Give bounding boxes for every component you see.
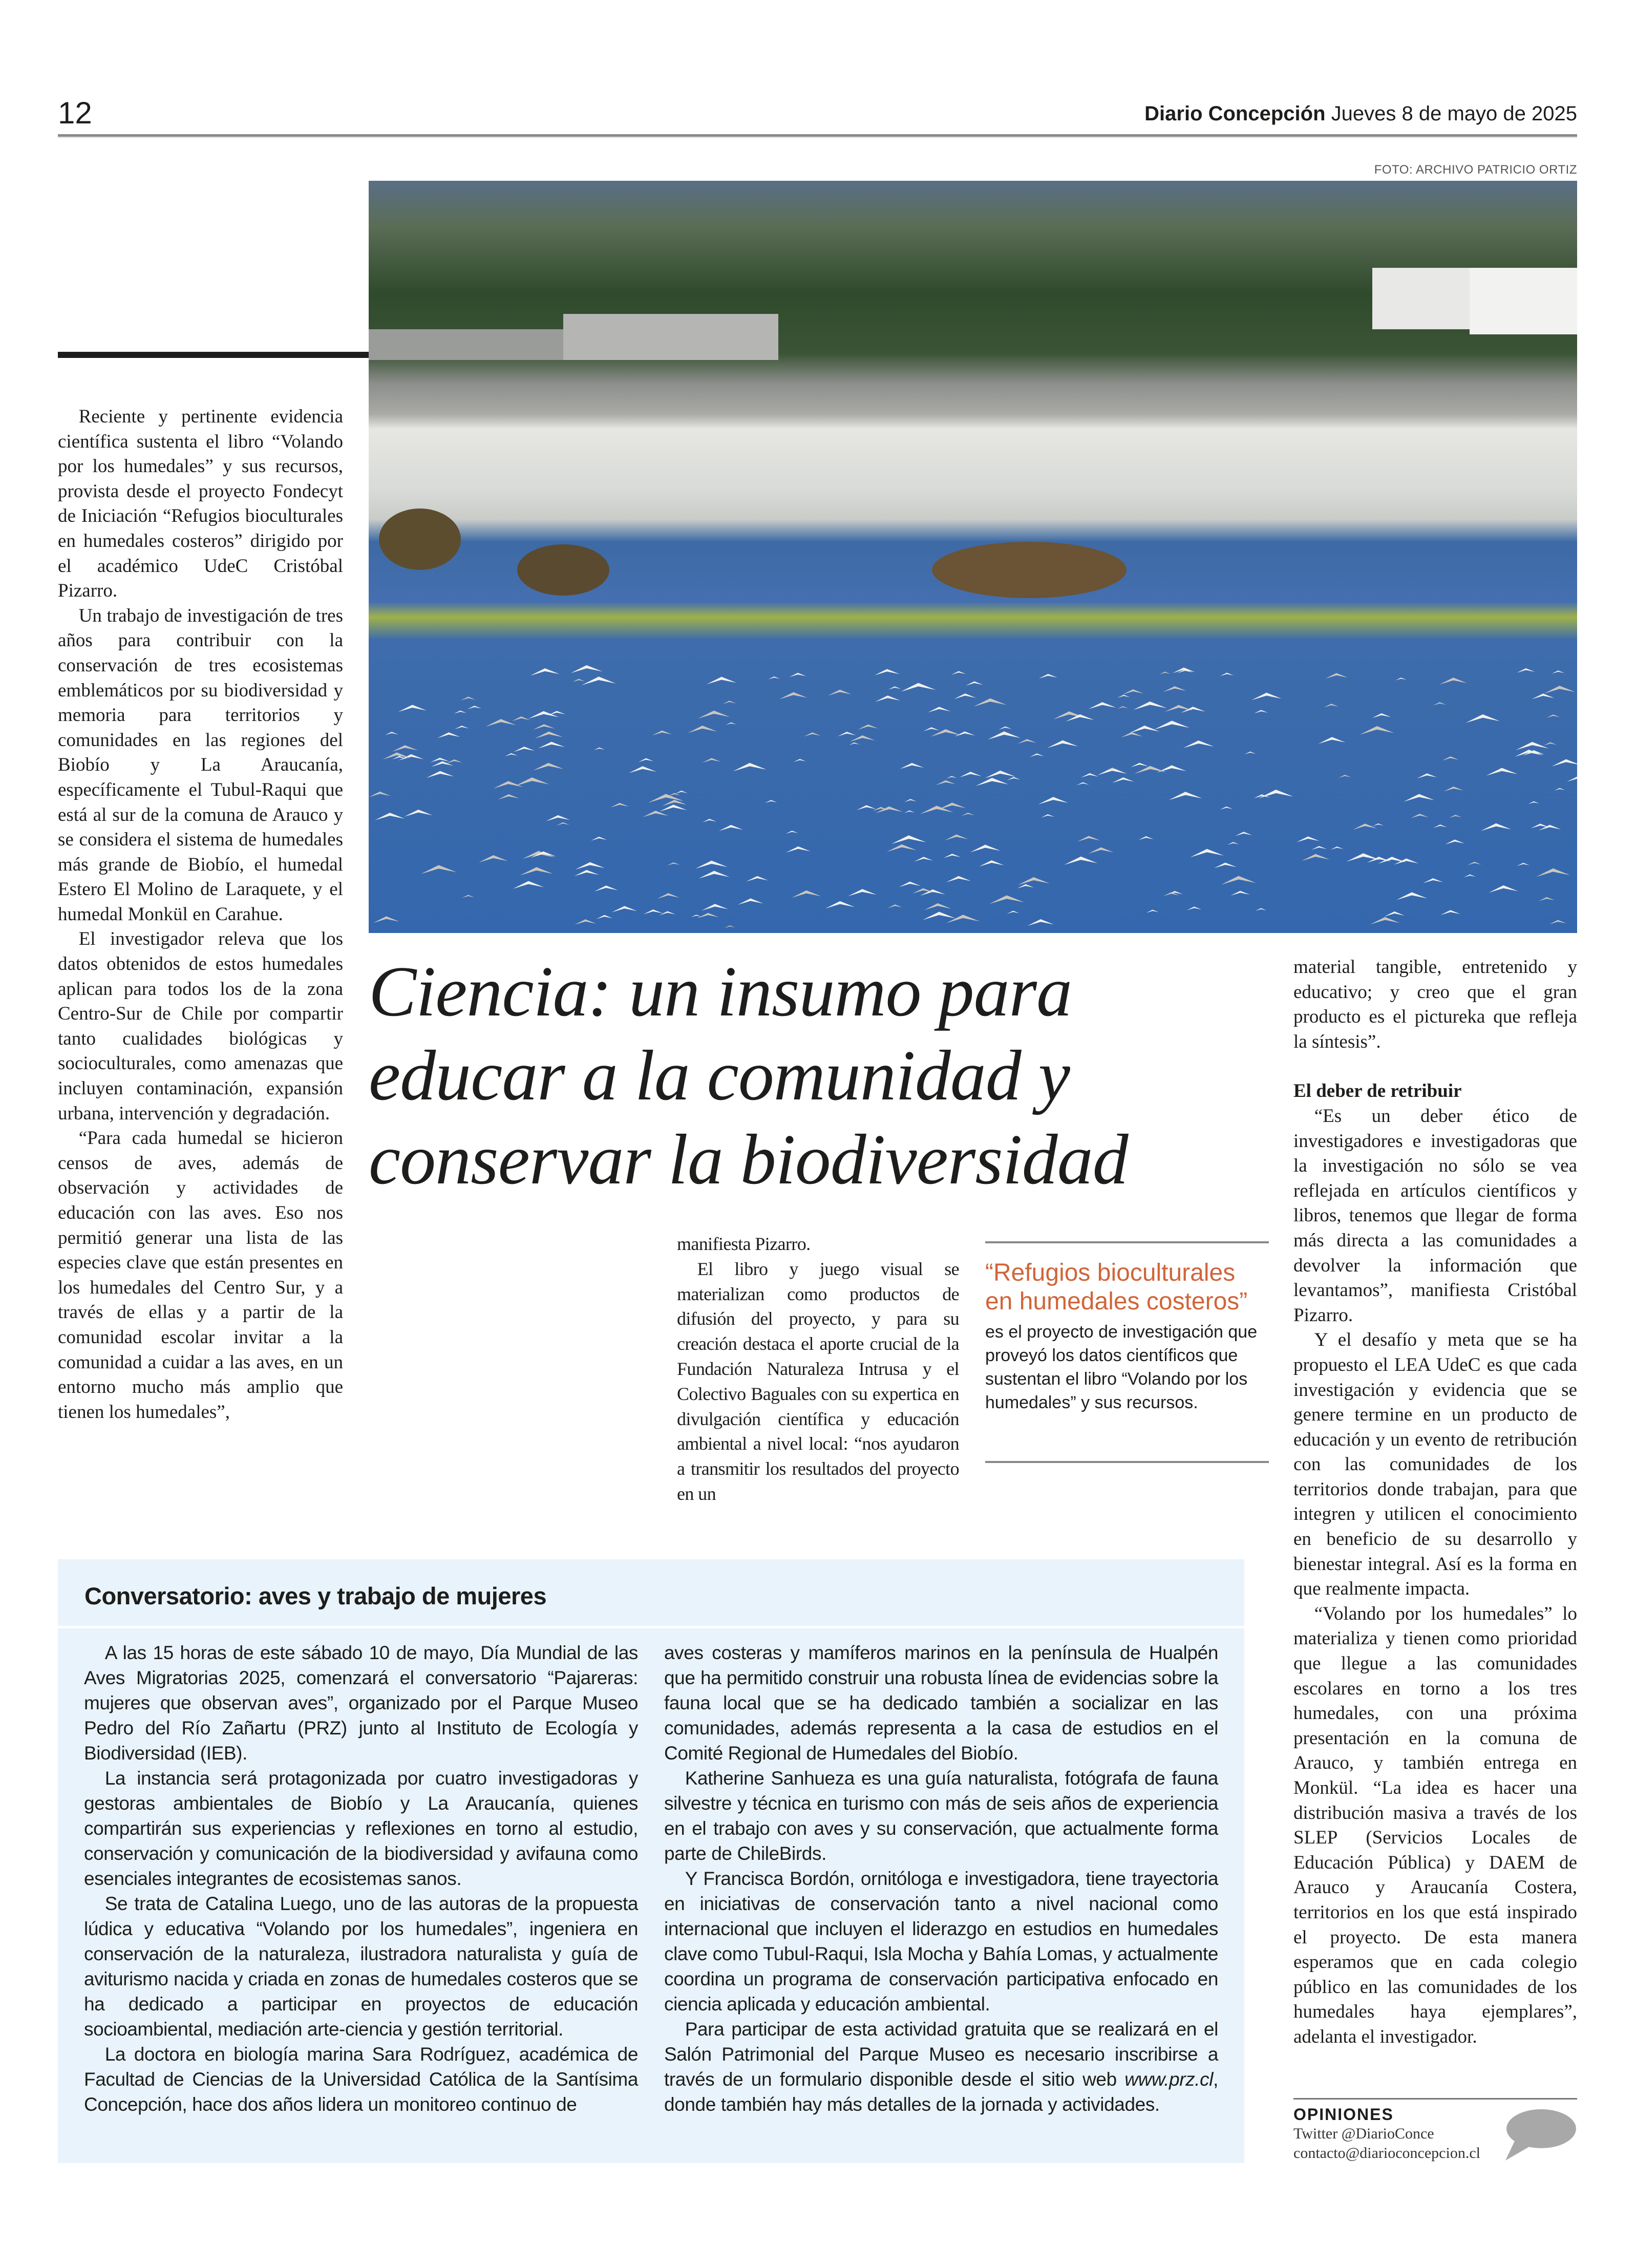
bird (979, 860, 1004, 866)
bird (1331, 846, 1344, 850)
headline: Ciencia: un insumo para educar a la comunidad y conservar la biodiversidad (369, 952, 1128, 1199)
bird (726, 723, 736, 725)
bird (1130, 726, 1160, 733)
bird (398, 705, 427, 712)
bird (923, 912, 955, 920)
bird (891, 835, 926, 844)
bird (985, 771, 1015, 778)
bird (698, 711, 730, 719)
bird (1552, 670, 1564, 673)
bird (786, 846, 811, 853)
bird (571, 665, 603, 673)
grass-island (379, 508, 461, 570)
bird (596, 915, 612, 919)
bird (1517, 863, 1529, 866)
bird (1186, 906, 1201, 910)
box-header (58, 1559, 1244, 1628)
subheading: El deber de retribuir (1293, 1080, 1462, 1102)
bird (875, 807, 903, 813)
grass-island (932, 542, 1127, 598)
bird (723, 701, 736, 704)
bird (1384, 912, 1405, 917)
bird (746, 876, 768, 882)
bird (825, 901, 855, 908)
bird (1442, 756, 1458, 760)
bird (1353, 823, 1377, 830)
bird (888, 686, 901, 689)
paragraph (664, 2017, 1218, 2117)
bird (538, 741, 565, 748)
bird (1404, 794, 1434, 802)
bird (904, 799, 917, 802)
bird (392, 745, 418, 752)
bird (857, 805, 876, 810)
bird (946, 876, 971, 882)
bird (546, 815, 570, 821)
bird (944, 854, 961, 858)
bird (970, 845, 1000, 853)
section-bar (58, 352, 369, 358)
bird (1112, 777, 1134, 783)
paragraph: “Volando por los humedales” lo materializa y tienen como prioridad que llegue a las comunidades escolares en torno a los tres humedales, con una próxima presentación en la comuna de Arauco, y también entrega en Monkül. “La idea es hacer una distribución masiva a través de los SLEP (Servicios Locales de Educación Pública) y DAEM de Arauco y Araucanía Costera, territorios en los que está inspirado el proyecto. De esta manera esperamos que en cada colegio público en las comunidades de los humedales haya ejemplares”, adelanta el investigador. (1293, 1603, 1577, 2047)
paragraph: Y el desafío y meta que se ha propuesto el LEA UdeC es que cada investigación y evidencia que se genere termine en un producto de educación y un evento de retribución con las comunidades de los territorios donde trabajan, para que integren y utilicen el conocimiento en beneficio de su desarrollo y bienestar integral. Así es la forma en que realmente impacta. (1293, 1329, 1577, 1600)
bird (533, 724, 555, 730)
factory-building (563, 314, 778, 360)
bird (1159, 672, 1170, 674)
bird (920, 806, 953, 814)
text: , donde también hay más detalles de la jornada y actividades. (664, 2069, 1218, 2115)
bird (1220, 807, 1233, 810)
bird (657, 893, 679, 899)
bird (591, 837, 607, 841)
bird (1554, 788, 1565, 791)
bird (946, 915, 980, 923)
pull-quote-title: “Refugios bioculturales en humedales costeros” (985, 1259, 1248, 1315)
bird (1154, 720, 1189, 729)
bird (1039, 674, 1057, 679)
bird (1163, 686, 1186, 692)
bird (1030, 753, 1044, 757)
bird (610, 803, 629, 808)
bird (383, 752, 411, 759)
bird (1346, 853, 1380, 861)
bird (454, 711, 466, 714)
bird (1133, 702, 1166, 710)
bird (858, 725, 879, 730)
bird (505, 753, 518, 756)
bird (594, 885, 618, 892)
bird (1157, 765, 1186, 772)
bird (1230, 891, 1250, 896)
bird (961, 813, 974, 816)
bird (946, 776, 957, 778)
bird (1190, 849, 1224, 857)
bird (1064, 857, 1097, 865)
bird (954, 693, 976, 699)
bird (923, 727, 939, 731)
bird (1297, 836, 1320, 842)
bird (899, 882, 921, 887)
bird (1481, 823, 1512, 831)
bird (1370, 917, 1400, 925)
bird (514, 747, 535, 752)
bird (1360, 726, 1394, 735)
bird (1134, 766, 1166, 774)
bird (1539, 897, 1555, 901)
bird (1081, 773, 1098, 778)
bird (904, 811, 915, 813)
speech-bubble-icon (1500, 2107, 1577, 2164)
bird (1017, 739, 1036, 744)
paragraph: Un trabajo de investigación de tres años para contribuir con la conservación de tres ecosistemas emblemáticos por su biodiversidad y memoria para territorios y comunidades en las regiones del Biobío y La Araucanía, específicamente el Tubul-Raqui que está al sur de la comuna de Arauco y se considera el sistema de humedales más grande de Biobío, el humedal Estero El Molino de Laraquete, y el humedal Monkül en Carahue. (58, 605, 343, 925)
website-link[interactable]: www.prz.cl (1124, 2069, 1214, 2090)
photo-credit: FOTO: ARCHIVO PATRICIO ORTIZ (1374, 163, 1577, 177)
bird (455, 726, 469, 729)
bird (1007, 777, 1020, 780)
bird (512, 716, 530, 721)
text: Para participar de esta actividad gratuita que se realizará en el Salón Patrimonial del Parque Museo es necesario inscribirse a través de un formulario disponible desde el sitio web (664, 2019, 1218, 2090)
bird (951, 671, 966, 675)
article-column-right (1293, 955, 1577, 2050)
bird (1552, 759, 1577, 767)
bird (582, 676, 616, 685)
bird (900, 763, 924, 769)
bird (533, 763, 564, 771)
bird (1536, 868, 1570, 877)
bird (1528, 801, 1539, 804)
bird (1423, 878, 1443, 883)
bird (1516, 742, 1548, 750)
bird (498, 794, 519, 799)
bird (1256, 908, 1267, 910)
header-rule (58, 134, 1577, 138)
bird (1168, 792, 1202, 800)
bird (960, 772, 982, 777)
bird (1325, 673, 1348, 679)
bird (535, 732, 563, 739)
bird (1445, 840, 1464, 844)
grass-island (517, 544, 609, 596)
bird (513, 881, 544, 888)
masthead (1144, 102, 1577, 125)
bird (574, 870, 599, 876)
bird (1546, 714, 1560, 718)
bird (1517, 668, 1535, 673)
bird (660, 804, 687, 811)
bird (643, 811, 669, 817)
bird (1235, 832, 1252, 836)
bird (1220, 673, 1234, 676)
bird (888, 904, 902, 908)
bird (1131, 763, 1149, 768)
bird (989, 895, 1024, 904)
bird (1138, 836, 1154, 840)
bird (988, 731, 1021, 739)
bird (572, 679, 585, 682)
bird (1373, 823, 1384, 826)
bird (1117, 695, 1130, 698)
paragraph: Se trata de Catalina Luego, uno de las autoras de la propuesta lúdica y educativa “Volando por los humedales”, ingeniera en conservación de la naturaleza, ilustradora naturalista y guía de aviturismo nacida y criada en zonas de humedales costeros que se ha dedicado a participar en proyectos de educación socioambiental, mediación arte-ciencia y gestión territorial. (84, 1893, 638, 2040)
bird (1532, 693, 1554, 699)
bird (1121, 732, 1142, 738)
paragraph: A las 15 horas de este sábado 10 de mayo, Día Mundial de las Aves Migratorias 2025, comenzará el conversatorio “Pajareras: mujeres que observan aves”, organizado por el Parque Museo Pedro del Río Zañartu (PRZ) junto al Instituto de Ecología y Biodiversidad (IEB). (84, 1642, 638, 1764)
bird (1411, 814, 1429, 818)
bird (575, 919, 596, 925)
bird (849, 735, 875, 741)
bird (369, 792, 391, 797)
bird (790, 673, 806, 677)
twitter-handle[interactable]: Twitter @DiarioConce (1293, 2125, 1434, 2142)
bird (695, 861, 728, 869)
bird (426, 771, 454, 778)
paragraph: manifiesta Pizarro. (677, 1234, 811, 1254)
opinions-title: OPINIONES (1293, 2105, 1394, 2124)
bird (644, 909, 663, 914)
bird (1088, 847, 1113, 854)
bird (530, 668, 560, 675)
bird (875, 695, 900, 702)
bird (719, 825, 743, 831)
wetland-birds-photo (369, 181, 1577, 933)
bird (1468, 862, 1481, 865)
bird (1007, 910, 1019, 914)
bird (1047, 740, 1078, 748)
warehouse-building (1470, 268, 1577, 334)
event-sidebar-box (58, 1559, 1244, 2163)
bird (557, 822, 569, 825)
bird (485, 719, 516, 727)
bird (1433, 824, 1447, 828)
bird (575, 862, 605, 870)
bird (1041, 814, 1054, 818)
bird (1489, 885, 1518, 893)
bird (703, 819, 716, 822)
bird (1378, 857, 1406, 864)
bird (1146, 909, 1159, 913)
bird (849, 743, 859, 745)
bird (733, 763, 767, 771)
bird (768, 676, 780, 680)
bird (792, 891, 821, 898)
bird (1372, 713, 1391, 718)
photo-scene (369, 181, 1577, 933)
bird (901, 683, 936, 692)
bird (1254, 710, 1268, 713)
bird (1251, 693, 1282, 701)
bird (1089, 702, 1116, 709)
bird (1544, 742, 1557, 745)
bird (838, 732, 856, 736)
bird (973, 698, 1007, 707)
bird (1077, 836, 1100, 841)
bird (703, 758, 721, 762)
bird (1311, 846, 1327, 850)
bird (594, 748, 605, 750)
paragraph: Katherine Sanhueza es una guía naturalista, fotógrafa de fauna silvestre y técnica en turismo con más de seis años de experiencia en el trabajo con aves y su conservación, que actualmente forma parte de ChileBirds. (664, 1768, 1218, 1864)
paragraph: El libro y juego visual se materializan como productos de difusión del proyecto, y para su creación destaca el aporte crucial de la Fundación Naturaleza Intrusa y el Colectivo Baguales con su expertica en divulgación científica y educación ambiental a nivel local: “nos ayudaron a transmitir los resultados del proyecto en un (677, 1258, 959, 1504)
bird (1221, 876, 1256, 885)
bird (1214, 862, 1237, 868)
bird (1227, 842, 1239, 845)
bird (373, 916, 399, 923)
bird (804, 732, 820, 736)
bird (1319, 737, 1346, 744)
bird (421, 865, 457, 874)
bird (375, 813, 405, 820)
bird (437, 732, 460, 738)
bird (765, 800, 777, 803)
box-column-1 (84, 1640, 638, 2117)
bird (785, 831, 798, 834)
bird (1396, 892, 1427, 900)
bird (1038, 797, 1068, 804)
publication-name: Diario Concepción (1144, 102, 1326, 125)
paragraph: El investigador releva que los datos obtenidos de estos humedales aplican para todos los de la zona Centro-Sur de Chile por compartir tanto cualidades biológicas y socioculturales, como amenazas que incluyen contaminación, expansión urbana, intervención y degradación. (58, 928, 343, 1124)
bird (385, 732, 398, 735)
bird (1464, 875, 1476, 878)
bird (702, 904, 728, 910)
pull-quote-body: es el proyecto de investigación que proveyó los datos científicos que sustentan el libro “Volando por los humedales” y sus recursos. (985, 1322, 1258, 1412)
bird (479, 855, 508, 862)
bird (404, 810, 432, 817)
bird (667, 862, 680, 865)
bird (1417, 773, 1437, 778)
bird (1018, 877, 1050, 885)
box-title: Conversatorio: aves y trabajo de mujeres (84, 1582, 547, 1609)
bird (1395, 677, 1407, 680)
pull-quote (985, 1241, 1269, 1463)
bird (1302, 854, 1330, 861)
paragraph: material tangible, entretenido y educativo; y creo que el gran producto es el pictureka que refleja la síntesis”. (1293, 957, 1577, 1052)
bird (1486, 768, 1517, 775)
bird (688, 726, 717, 733)
bird (468, 706, 481, 709)
contact-email[interactable]: contacto@diarioconcepcion.cl (1293, 2145, 1480, 2161)
bird (520, 867, 553, 875)
bird (629, 766, 656, 773)
bird (1433, 702, 1446, 705)
article-column-middle (677, 1232, 959, 1507)
box-column-2 (664, 1640, 1218, 2117)
bird (668, 793, 680, 796)
paragraph: Y Francisca Bordón, ornitóloga e investigadora, tiene trayectoria en iniciativas de conservación tanto a nivel nacional como internacional que incluyen el liderazgo en estudios en humedales clave como Tubul-Raqui, Isla Mocha y Bahía Lomas, y actualmente coordina un programa de conservación participativa enfocado en ciencia aplicada y educación ambiental. (664, 1868, 1218, 2015)
page-number: 12 (58, 96, 92, 130)
bird (1324, 704, 1338, 707)
bird (1549, 920, 1566, 924)
bird (662, 800, 687, 806)
article-column-left (58, 405, 343, 1425)
bird (707, 677, 736, 685)
paragraph: aves costeras y mamíferos marinos en la península de Hualpén que ha permitido construir una robusta línea de evidencias sobre la fauna local que se ha dedicado también a socializar en las comunidades, además representa a la casa de estudios en el Comité Regional de Humedales del Biobío. (664, 1642, 1218, 1764)
flying-birds (369, 665, 1577, 928)
bird (1338, 775, 1351, 778)
warehouse-building (1372, 268, 1470, 329)
bird (515, 777, 549, 786)
bird (1076, 782, 1089, 785)
bird (1245, 752, 1256, 754)
paragraph: “Para cada humedal se hicieron censos de aves, además de observación y actividades de educación con las aves. Eso nos permitió generar una lista de las especies clave que están presentes en los humedales del Centro Sur, y a través de ellas y a partir de la comunidad escolar invitar a la comunidad a cuidar a las aves, en un entorno mucho más amplio que tienen los humedales”, (58, 1128, 343, 1423)
bird (1017, 884, 1034, 888)
bird (945, 835, 968, 840)
bird (1097, 768, 1127, 775)
bird (975, 778, 1008, 786)
bird (914, 857, 933, 861)
bird (1117, 706, 1128, 709)
bird (875, 669, 900, 675)
bird (966, 682, 983, 686)
bird (1165, 705, 1193, 712)
bird (1567, 773, 1577, 782)
bird (1443, 787, 1463, 792)
bird (1465, 714, 1500, 723)
bird (1440, 677, 1467, 684)
bird (697, 913, 719, 919)
issue-date: Jueves 8 de mayo de 2025 (1331, 102, 1577, 125)
bird (794, 759, 806, 762)
bird (828, 690, 852, 695)
bird (660, 911, 676, 915)
bird (462, 895, 474, 898)
bird (928, 707, 950, 712)
bird (779, 692, 807, 700)
bird (887, 844, 917, 852)
bird (675, 791, 688, 794)
paragraph: “Es un deber ético de investigadores e investigadoras que la investigación no sólo se vea reflejada en artículos científicos y libros, tenemos que llegar de forma más directa a las comunidades a devolver la información que levantamos”, manifiesta Cristóbal Pizarro. (1293, 1105, 1577, 1326)
bird (461, 696, 476, 700)
bird (430, 758, 449, 762)
bird (612, 906, 637, 912)
bird (848, 889, 877, 896)
bird (1544, 686, 1575, 693)
bird (1027, 919, 1054, 926)
bird (1259, 790, 1293, 798)
bird (691, 915, 701, 917)
bird (1183, 740, 1214, 748)
paragraph: Reciente y pertinente evidencia científica sustenta el libro “Volando por los humedales” y sus recursos, provista desde el proyecto Fondecyt de Iniciación “Refugios bioculturales en humedales costeros” dirigido por el académico UdeC Cristóbal Pizarro. (58, 406, 343, 602)
bird (924, 903, 951, 910)
bird (930, 729, 961, 737)
paragraph: La doctora en biología marina Sara Rodríguez, académica de Facultad de Ciencias de la Universidad Católica de la Santísima Concepción, hace dos años lidera un monitoreo continuo de (84, 2044, 638, 2115)
bird (639, 758, 654, 762)
bird (446, 759, 462, 764)
bird (1449, 815, 1461, 818)
bird (1123, 689, 1143, 694)
bird (1066, 714, 1094, 722)
bird (738, 898, 763, 904)
bird (652, 731, 672, 736)
bird (999, 726, 1012, 729)
bird (1440, 910, 1460, 915)
bird (936, 780, 955, 786)
bird (725, 925, 735, 928)
bird (698, 871, 729, 879)
paragraph: La instancia será protagonizada por cuatro investigadoras y gestoras ambientales de Biobío y La Araucanía, quienes compartirán sus experiencias y reflexiones en torno al estudio, conservación y comunicación de la biodiversidad y avifauna como esenciales integrantes de ecosistemas sanos. (84, 1768, 638, 1889)
